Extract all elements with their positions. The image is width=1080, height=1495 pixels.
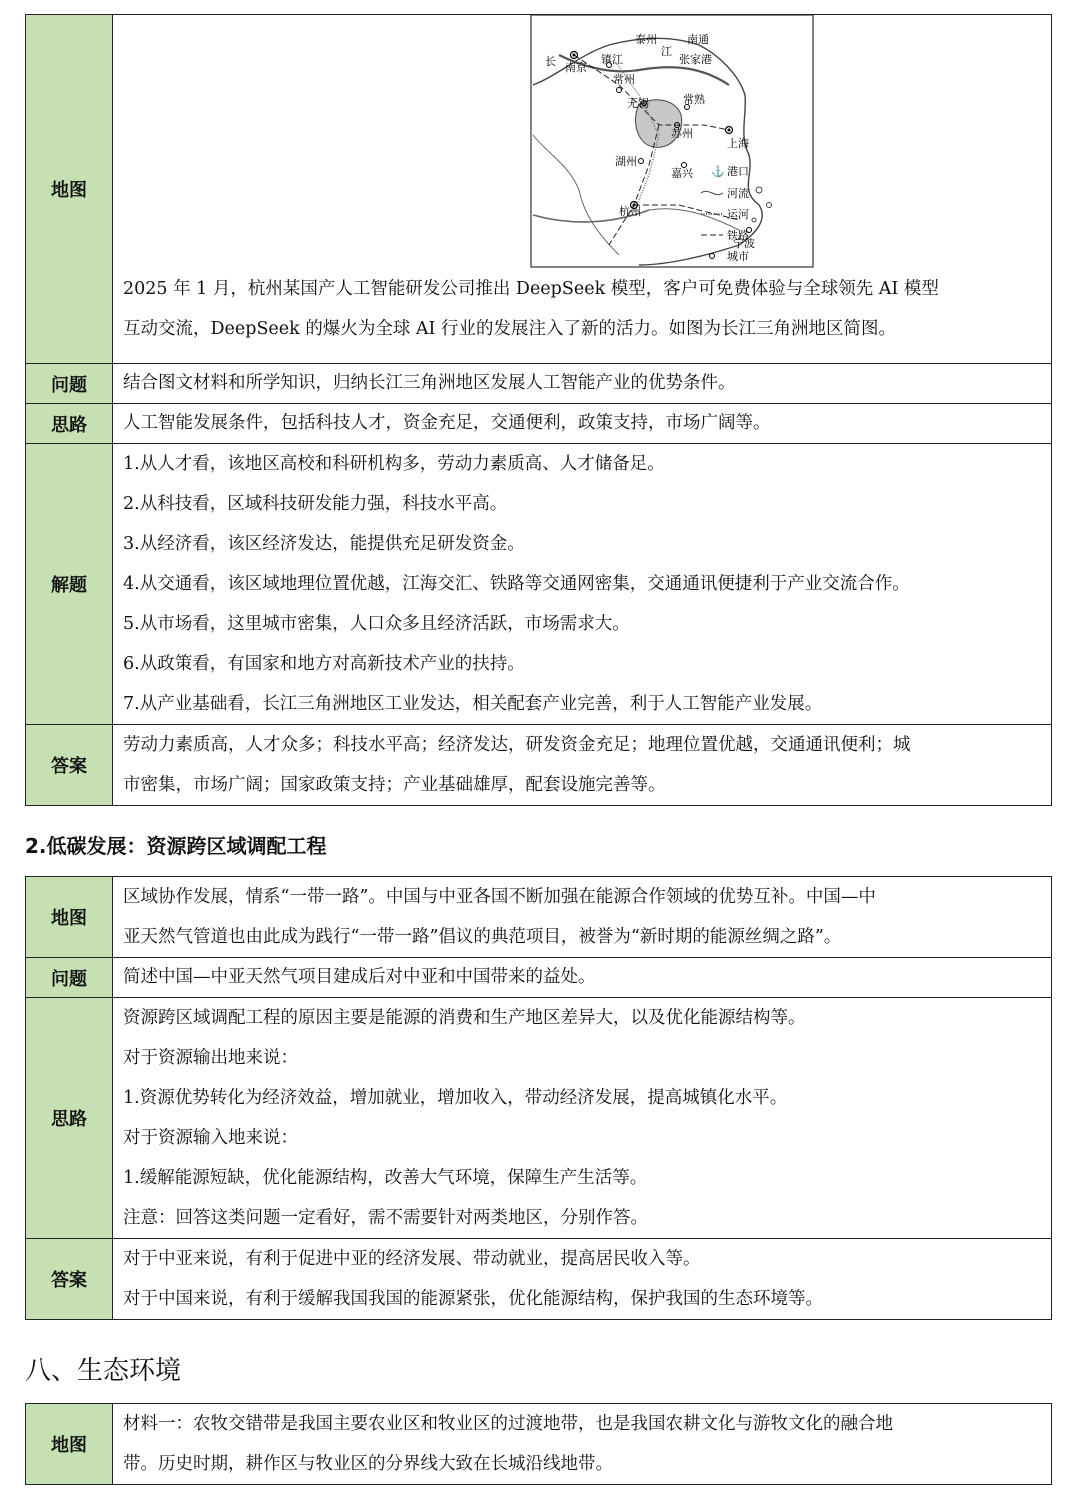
text-line: 对于资源输入地来说：: [123, 1128, 298, 1148]
row-approach: [26, 404, 1052, 444]
row-label: 答案: [26, 1239, 113, 1320]
map-label-changshu: 常熟: [683, 93, 705, 106]
map-figure: [123, 15, 1045, 269]
row-question: [26, 958, 1052, 998]
question-table-3: [25, 1403, 1052, 1485]
text-line: 劳动力素质高，人才众多；科技水平高；经济发达，研发资金充足；地理位置优越，交通通讯便利；城: [123, 735, 911, 755]
map-label-suzhou: 苏州: [671, 127, 693, 140]
text-line: 简述中国—中亚天然气项目建成后对中亚和中国带来的益处。: [123, 967, 596, 987]
text-line: 1.资源优势转化为经济效益，增加就业，增加收入，带动经济发展，提高城镇化水平。: [123, 1088, 788, 1108]
row-content: [113, 1239, 1052, 1320]
text-line: 对于中亚来说，有利于促进中亚的经济发展、带动就业，提高居民收入等。: [123, 1249, 701, 1269]
text-line: 3.从经济看，该区经济发达，能提供充足研发资金。: [123, 534, 525, 554]
row-map: [26, 877, 1052, 958]
row-content: [113, 404, 1052, 444]
text-line: 2025 年 1 月，杭州某国产人工智能研发公司推出 DeepSeek 模型，客户可免费体验与全球领先 AI 模型: [123, 279, 939, 299]
text-line: 市密集，市场广阔；国家政策支持；产业基础雄厚，配套设施完善等。: [123, 775, 666, 795]
map-label-ningbo: 宁波: [733, 237, 755, 250]
map-label-shanghai: 上海: [727, 137, 749, 150]
legend-port: 港口: [727, 165, 749, 178]
row-content: [113, 364, 1052, 404]
row-label: 地图: [26, 877, 113, 958]
row-content: [113, 958, 1052, 998]
row-map: [26, 15, 1052, 364]
text-line: 人工智能发展条件，包括科技人才，资金充足，交通便利，政策支持，市场广阔等。: [123, 413, 771, 433]
text-line: 5.从市场看，这里城市密集，人口众多且经济活跃，市场需求大。: [123, 614, 630, 634]
row-label: 答案: [26, 725, 113, 806]
text-line: 结合图文材料和所学知识，归纳长江三角洲地区发展人工智能产业的优势条件。: [123, 373, 736, 393]
row-label: 问题: [26, 958, 113, 998]
text-line: 材料一：农牧交错带是我国主要农业区和牧业区的过渡地带，也是我国农耕文化与游牧文化的融合地: [123, 1414, 893, 1434]
map-label-zhenjiang: 镇江: [601, 53, 623, 66]
row-label: 解题: [26, 444, 113, 725]
map-label-taizhou: 泰州: [635, 33, 657, 46]
text-line: 对于资源输出地来说：: [123, 1048, 298, 1068]
map-label-zhangjiagang: 张家港: [679, 53, 712, 66]
legend-canal: 运河: [727, 208, 749, 221]
map-label-jiaxing: 嘉兴: [671, 167, 693, 180]
row-content: [113, 998, 1052, 1239]
map-label-nantong: 南通: [687, 33, 709, 46]
row-label: 地图: [26, 1404, 113, 1485]
row-label: 问题: [26, 364, 113, 404]
text-line: 亚天然气管道也由此成为践行“一带一路”倡议的典范项目，被誉为“新时期的能源丝绸之路”。: [123, 927, 842, 947]
map-label-chang: 长: [545, 55, 556, 68]
text-line: 7.从产业基础看，长江三角洲地区工业发达，相关配套产业完善，利于人工智能产业发展。: [123, 694, 823, 714]
map-label-huzhou: 湖州: [615, 155, 637, 168]
text-line: 对于中国来说，有利于缓解我国我国的能源紧张，优化能源结构，保护我国的生态环境等。: [123, 1289, 823, 1309]
map-label-hangzhou: 杭州: [619, 205, 641, 218]
text-line: 4.从交通看，该区域地理位置优越，江海交汇、铁路等交通网密集，交通通讯便捷利于产业交流合作。: [123, 574, 910, 594]
row-answer: [26, 1239, 1052, 1320]
text-line: 互动交流，DeepSeek 的爆火为全球 AI 行业的发展注入了新的活力。如图为长江三角洲地区简图。: [123, 319, 896, 339]
row-label: 思路: [26, 404, 113, 444]
row-approach: [26, 998, 1052, 1239]
legend-city: 城市: [727, 250, 749, 263]
map-label-wuxi: 无锡: [627, 97, 649, 110]
question-table-2: [25, 876, 1052, 1320]
text-line: 2.从科技看，区域科技研发能力强，科技水平高。: [123, 494, 508, 514]
row-content: [113, 877, 1052, 958]
row-map: [26, 1404, 1052, 1485]
row-content: [113, 1404, 1052, 1485]
row-label: 思路: [26, 998, 113, 1239]
map-label-nanjing: 南京: [565, 61, 587, 74]
row-label: 地图: [26, 15, 113, 364]
row-question: [26, 364, 1052, 404]
row-solution: [26, 444, 1052, 725]
text-line: 带。历史时期，耕作区与牧业区的分界线大致在长城沿线地带。: [123, 1454, 613, 1474]
section-heading: 2.低碳发展：资源跨区域调配工程: [25, 834, 327, 858]
map-label-jiang: 江: [661, 45, 672, 58]
text-line: 资源跨区域调配工程的原因主要是能源的消费和生产地区差异大，以及优化能源结构等。: [123, 1008, 806, 1028]
question-table-1: [25, 14, 1052, 806]
row-content: [113, 725, 1052, 806]
text-line: 1.从人才看，该地区高校和科研机构多，劳动力素质高、人才储备足。: [123, 454, 665, 474]
text-line: 注意：回答这类问题一定看好，需不需要针对两类地区，分别作答。: [123, 1208, 648, 1228]
svg-text:⚓: ⚓: [711, 165, 725, 178]
map-label-changzhou: 常州: [613, 73, 635, 86]
text-line: 6.从政策看，有国家和地方对高新技术产业的扶持。: [123, 654, 525, 674]
legend-railway: 铁路: [727, 229, 749, 242]
chapter-heading: 八、生态环境: [25, 1356, 182, 1386]
row-content: [113, 15, 1052, 364]
row-content: [113, 444, 1052, 725]
yangtze-delta-map: [409, 15, 819, 269]
text-line: 1.缓解能源短缺，优化能源结构，改善大气环境，保障生产生活等。: [123, 1168, 648, 1188]
text-line: 区域协作发展，情系“一带一路”。中国与中亚各国不断加强在能源合作领域的优势互补。中国—中: [123, 887, 876, 907]
row-answer: [26, 725, 1052, 806]
legend-river: 河流: [727, 187, 749, 200]
